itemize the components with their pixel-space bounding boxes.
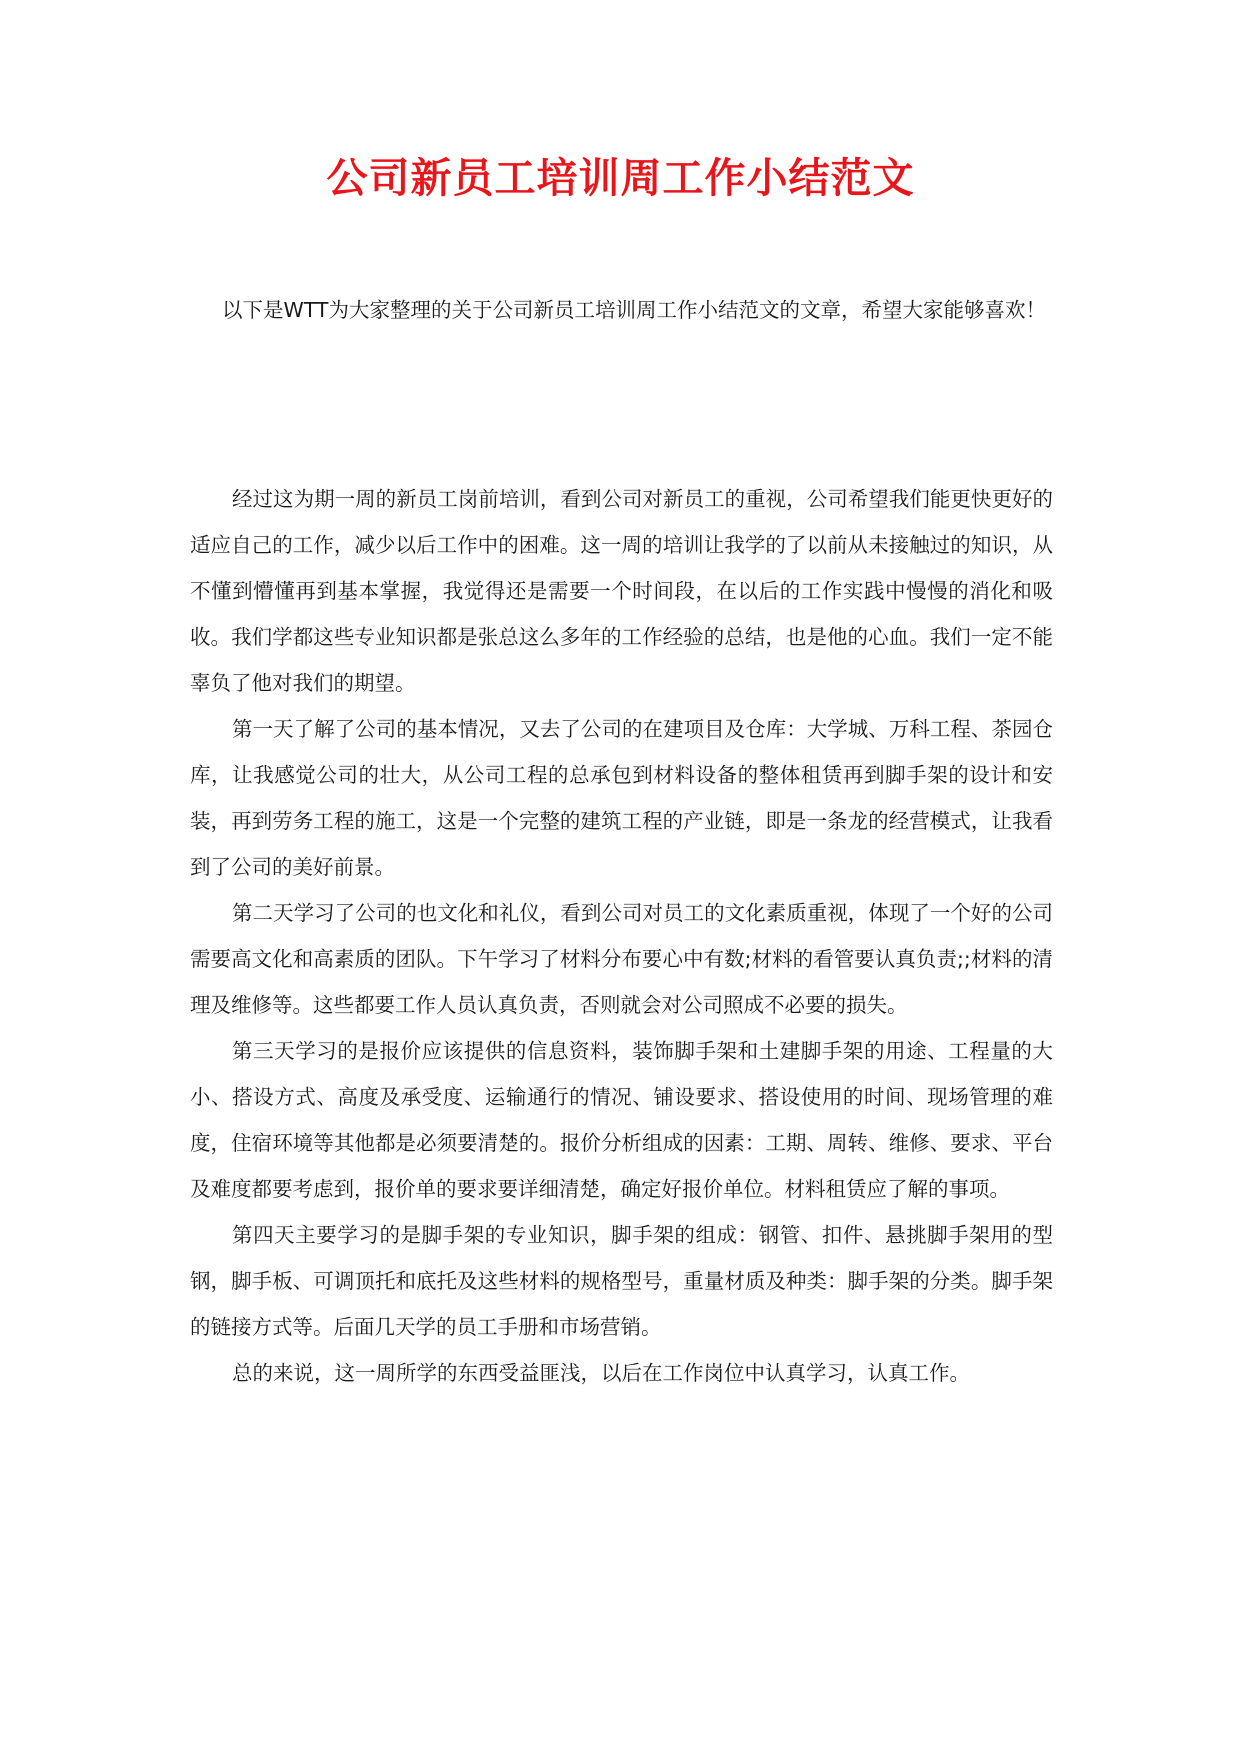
body-paragraph: 总的来说，这一周所学的东西受益匪浅，以后在工作岗位中认真学习，认真工作。 [232,1361,970,1385]
body-paragraph: 经过这为期一周的新员工岗前培训，看到公司对新员工的重视，公司希望我们能更快更好的适应自己的工作，减少以后工作中的困难。这一周的培训让我学的了以前从未接触过的知识，从不懂到懵懂再到基本掌握，我觉得还是需要一个时间段，在以后的工作实践中慢慢的消化和吸收。我们学都这些专业知识都是张总这么多年的工作经验的总结，也是他的心血。我们一定不能辜负了他对我们的期望。 [190,487,1053,695]
body-paragraph: 第三天学习的是报价应该提供的信息资料，装饰脚手架和土建脚手架的用途、工程量的大小、搭设方式、高度及承受度、运输通行的情况、铺设要求、搭设使用的时间、现场管理的难度，住宿环境等其他都是必须要清楚的。报价分析组成的因素：工期、周转、维修、要求、平台及难度都要考虑到，报价单的要求要详细清楚，确定好报价单位。材料租赁应了解的事项。 [190,1039,1053,1201]
document-title: 公司新员工培训周工作小结范文 [326,154,915,202]
body-paragraph: 第一天了解了公司的基本情况，又去了公司的在建项目及仓库：大学城、万科工程、茶园仓库，让我感觉公司的壮大，从公司工程的总承包到材料设备的整体租赁再到脚手架的设计和安装，再到劳务工程的施工，这是一个完整的建筑工程的产业链，即是一条龙的经营模式，让我看到了公司的美好前景。 [190,717,1053,879]
intro-paragraph: 以下是WTT为大家整理的关于公司新员工培训周工作小结范文的文章，希望大家能够喜欢！ [222,298,1046,322]
body-paragraph: 第四天主要学习的是脚手架的专业知识，脚手架的组成：钢管、扣件、悬挑脚手架用的型钢，脚手板、可调顶托和底托及这些材料的规格型号，重量材质及种类：脚手架的分类。脚手架的链接方式等。后面几天学的员工手册和市场营销。 [190,1223,1053,1339]
body-paragraph: 第二天学习了公司的也文化和礼仪，看到公司对员工的文化素质重视，体现了一个好的公司需要高文化和高素质的团队。下午学习了材料分布要心中有数;材料的看管要认真负责;;材料的清理及维修等。这些都要工作人员认真负责，否则就会对公司照成不必要的损失。 [190,901,1053,1017]
document-body [190,476,1053,1396]
